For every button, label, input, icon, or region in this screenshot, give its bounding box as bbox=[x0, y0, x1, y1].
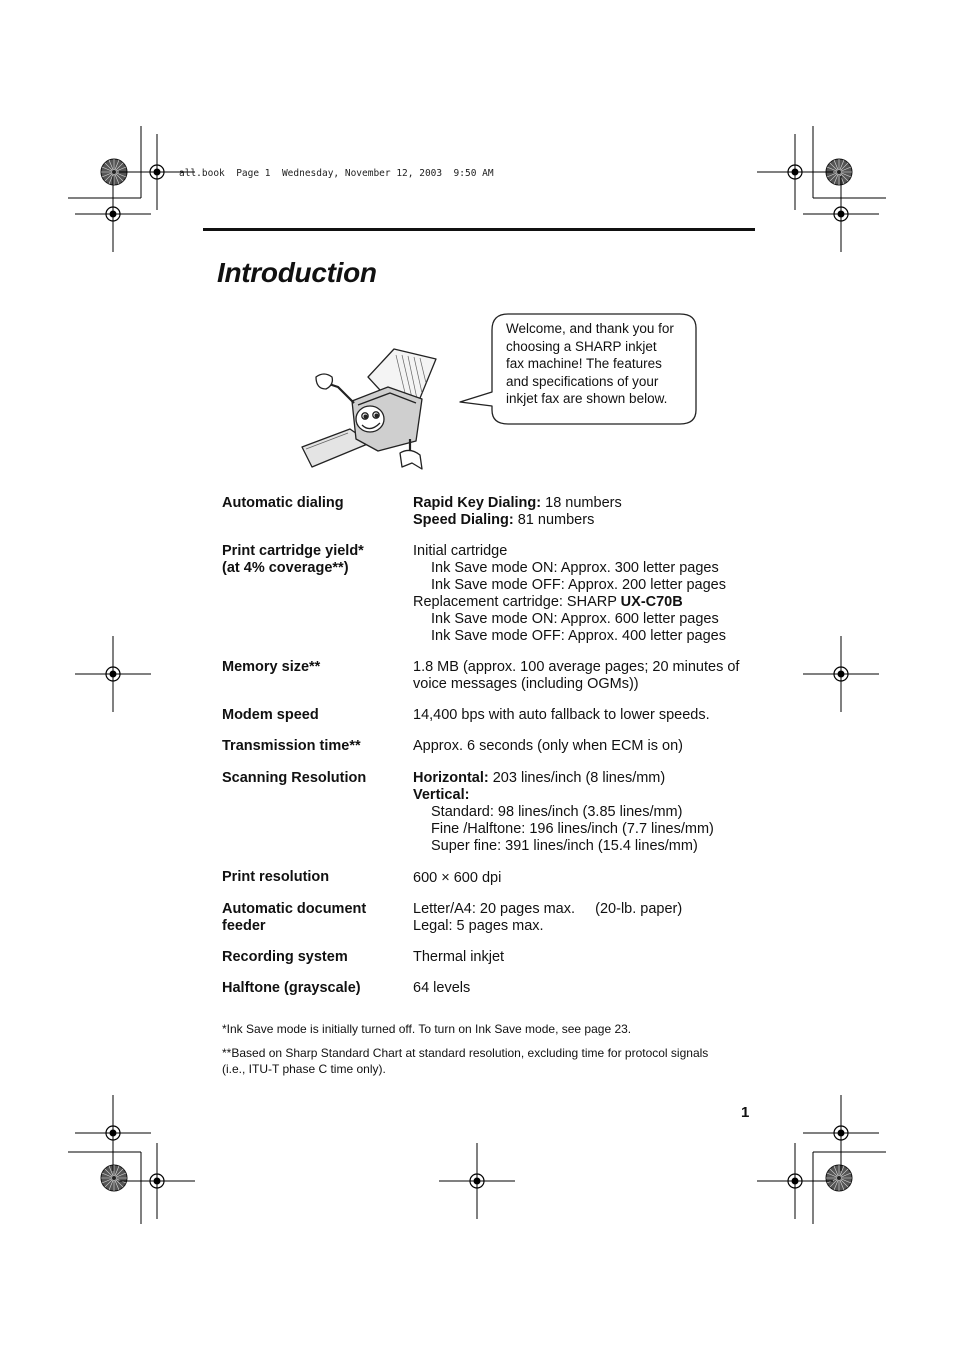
spec-value: 14,400 bps with auto fallback to lower speeds. bbox=[413, 707, 710, 723]
spec-text: Ink Save mode OFF: Approx. 200 letter pages bbox=[431, 577, 726, 593]
cartridge-model: UX-C70B bbox=[620, 594, 683, 610]
crosshair-mark-icon bbox=[75, 176, 151, 252]
footnote: *Ink Save mode is initially turned off. To turn on Ink Save mode, see page 23. bbox=[222, 1022, 632, 1036]
footnote-line: (i.e., ITU-T phase C time only). bbox=[222, 1062, 386, 1076]
spec-value: 600 × 600 dpi bbox=[413, 870, 502, 886]
spec-sublabel: Speed Dialing: bbox=[413, 512, 514, 528]
spec-text: Replacement cartridge: SHARP bbox=[413, 594, 621, 610]
welcome-line: and specifications of your bbox=[506, 373, 659, 389]
spec-text: Ink Save mode OFF: Approx. 400 letter pages bbox=[431, 628, 726, 644]
spec-label: Print resolution bbox=[222, 869, 330, 885]
page-number: 1 bbox=[741, 1104, 750, 1121]
spec-text: Fine /Halftone: 196 lines/inch (7.7 lines/mm) bbox=[431, 821, 714, 837]
spec-value bbox=[413, 770, 763, 855]
spec-text: voice messages (including OGMs)) bbox=[413, 676, 639, 692]
spec-label: Automatic dialing bbox=[222, 495, 344, 511]
spec-label-line: feeder bbox=[222, 918, 266, 934]
spec-sublabel: Rapid Key Dialing: bbox=[413, 495, 542, 511]
spec-label: Modem speed bbox=[222, 707, 319, 723]
spec-label-line: Print cartridge yield* bbox=[222, 543, 364, 559]
crosshair-mark-icon bbox=[803, 1095, 879, 1171]
spec-label: Memory size** bbox=[222, 659, 321, 675]
spec-text: Letter/A4: 20 pages max. (20-lb. paper) bbox=[413, 901, 683, 917]
spec-label: Transmission time** bbox=[222, 738, 361, 754]
print-job-info: all.book Page 1 Wednesday, November 12, 2003 9:50 AM bbox=[179, 168, 494, 179]
spec-text: 18 numbers bbox=[541, 495, 622, 511]
welcome-line: fax machine! The features bbox=[506, 356, 662, 371]
spec-text: 81 numbers bbox=[513, 512, 595, 528]
starburst-mark-icon bbox=[101, 1165, 127, 1191]
crosshair-mark-icon bbox=[757, 134, 833, 210]
spec-label: Scanning Resolution bbox=[222, 770, 367, 786]
spec-value: Thermal inkjet bbox=[413, 949, 505, 965]
spec-sublabel: Vertical: bbox=[413, 787, 470, 803]
spec-label: Halftone (grayscale) bbox=[222, 980, 361, 996]
crosshair-mark-icon bbox=[119, 1143, 195, 1219]
footnote bbox=[222, 1045, 762, 1077]
spec-label-line: (at 4% coverage**) bbox=[222, 560, 349, 576]
starburst-mark-icon bbox=[826, 1165, 852, 1191]
spec-text: Super fine: 391 lines/inch (15.4 lines/mm) bbox=[431, 838, 698, 854]
spec-value bbox=[413, 901, 763, 935]
spec-text: Initial cartridge bbox=[413, 543, 508, 559]
spec-label-line: Automatic document bbox=[222, 901, 367, 917]
spec-text: Legal: 5 pages max. bbox=[413, 918, 544, 934]
crosshair-mark-icon bbox=[803, 636, 879, 712]
spec-label bbox=[222, 543, 407, 577]
crosshair-mark-icon bbox=[757, 1143, 833, 1219]
welcome-message bbox=[506, 320, 691, 408]
title-rule bbox=[203, 228, 755, 231]
spec-text: Standard: 98 lines/inch (3.85 lines/mm) bbox=[431, 804, 683, 820]
crosshair-mark-icon bbox=[803, 176, 879, 252]
spec-text: Ink Save mode ON: Approx. 600 letter pages bbox=[431, 611, 719, 627]
spec-value bbox=[413, 659, 763, 693]
footnote-line: **Based on Sharp Standard Chart at standard resolution, excluding time for protocol signals bbox=[222, 1046, 709, 1060]
spec-text: Ink Save mode ON: Approx. 300 letter pages bbox=[431, 560, 719, 576]
spec-label: Recording system bbox=[222, 949, 348, 965]
spec-sublabel: Horizontal: bbox=[413, 770, 489, 786]
spec-text: 1.8 MB (approx. 100 average pages; 20 minutes of bbox=[413, 659, 740, 675]
spec-text: 203 lines/inch (8 lines/mm) bbox=[488, 770, 666, 786]
crosshair-mark-icon bbox=[75, 636, 151, 712]
fax-mascot-icon bbox=[298, 343, 438, 475]
crosshair-mark-icon bbox=[75, 1095, 151, 1171]
spec-value bbox=[413, 495, 763, 529]
welcome-line: inkjet fax are shown below. bbox=[506, 391, 668, 406]
spec-value: 64 levels bbox=[413, 980, 471, 996]
page-title: Introduction bbox=[217, 257, 377, 288]
welcome-line: choosing a SHARP inkjet bbox=[506, 338, 657, 354]
spec-value: Approx. 6 seconds (only when ECM is on) bbox=[413, 738, 683, 754]
crosshair-mark-icon bbox=[439, 1143, 515, 1219]
spec-label bbox=[222, 901, 407, 935]
spec-value bbox=[413, 543, 763, 645]
welcome-line: Welcome, and thank you for bbox=[506, 321, 674, 336]
